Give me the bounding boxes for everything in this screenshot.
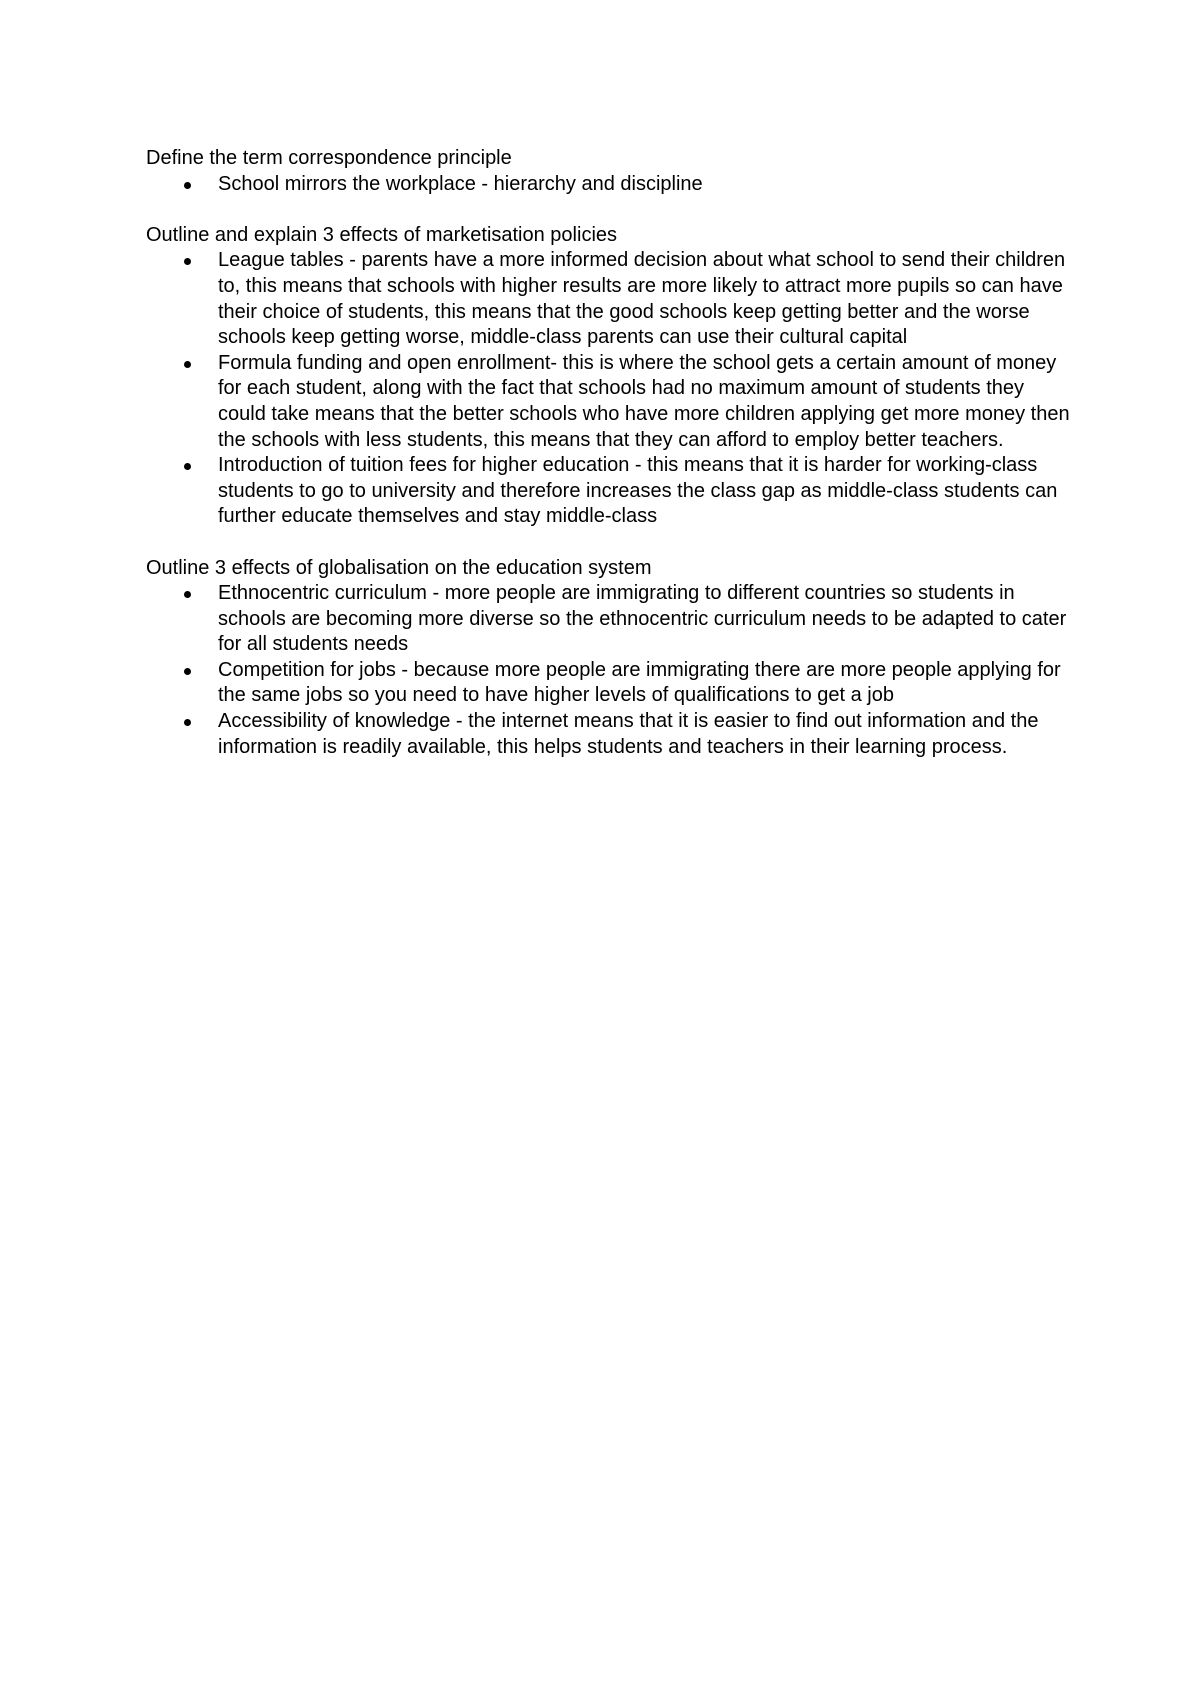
document-page xyxy=(146,146,1076,786)
list-item xyxy=(146,172,1076,198)
list-item-text: Accessibility of knowledge - the internet means that it is easier to find out information and the information is readily available, this helps students and teachers in their learning process. xyxy=(218,710,1039,758)
list-item xyxy=(146,351,1076,453)
list-item-text: School mirrors the workplace - hierarchy and discipline xyxy=(218,172,703,195)
list-item xyxy=(146,709,1076,760)
list-item-text: Competition for jobs - because more people are immigrating there are more people applying for the same jobs so you need to have higher levels of qualifications to get a job xyxy=(218,658,1061,707)
list-item-text: Ethnocentric curriculum - more people are immigrating to different countries so students in schools are becoming more diverse so the ethnocentric curriculum needs to be adapted to cater for all students needs xyxy=(218,582,1067,656)
bullet-list xyxy=(146,172,1076,198)
list-item-text: Introduction of tuition fees for higher education - this means that it is harder for working-class students to go to university and therefore increases the class gap as middle-class students can further educate themselves and stay middle-class xyxy=(218,454,1058,528)
list-item xyxy=(146,658,1076,709)
bullet-icon xyxy=(184,258,191,265)
bullet-icon xyxy=(184,463,191,470)
bullet-icon xyxy=(184,719,191,726)
list-item xyxy=(146,248,1076,350)
list-item xyxy=(146,453,1076,530)
bullet-icon xyxy=(184,361,191,368)
section-marketisation-policies xyxy=(146,223,1076,530)
bullet-icon xyxy=(184,591,191,598)
section-globalisation-effects xyxy=(146,556,1076,761)
section-heading: Outline and explain 3 effects of marketisation policies xyxy=(146,223,618,246)
list-item-text: League tables - parents have a more informed decision about what school to send their children to, this means that schools with higher results are more likely to attract more pupils so can have their choice of students, this means that the good schools keep getting better and the worse schools keep getting worse, middle-class parents can use their cultural capital xyxy=(218,249,1066,349)
bullet-list xyxy=(146,248,1076,530)
bullet-list xyxy=(146,581,1076,760)
list-item xyxy=(146,581,1076,658)
list-item-text: Formula funding and open enrollment- this is where the school gets a certain amount of money for each student, along with the fact that schools had no maximum amount of students they could take means that the better schools who have more children applying get more money then the schools with less students, this means that they can afford to employ better teachers. xyxy=(218,351,1070,451)
section-heading: Outline 3 effects of globalisation on the education system xyxy=(146,556,652,579)
bullet-icon xyxy=(184,182,191,189)
bullet-icon xyxy=(184,668,191,675)
section-heading: Define the term correspondence principle xyxy=(146,147,512,169)
section-correspondence-principle xyxy=(146,146,1076,197)
